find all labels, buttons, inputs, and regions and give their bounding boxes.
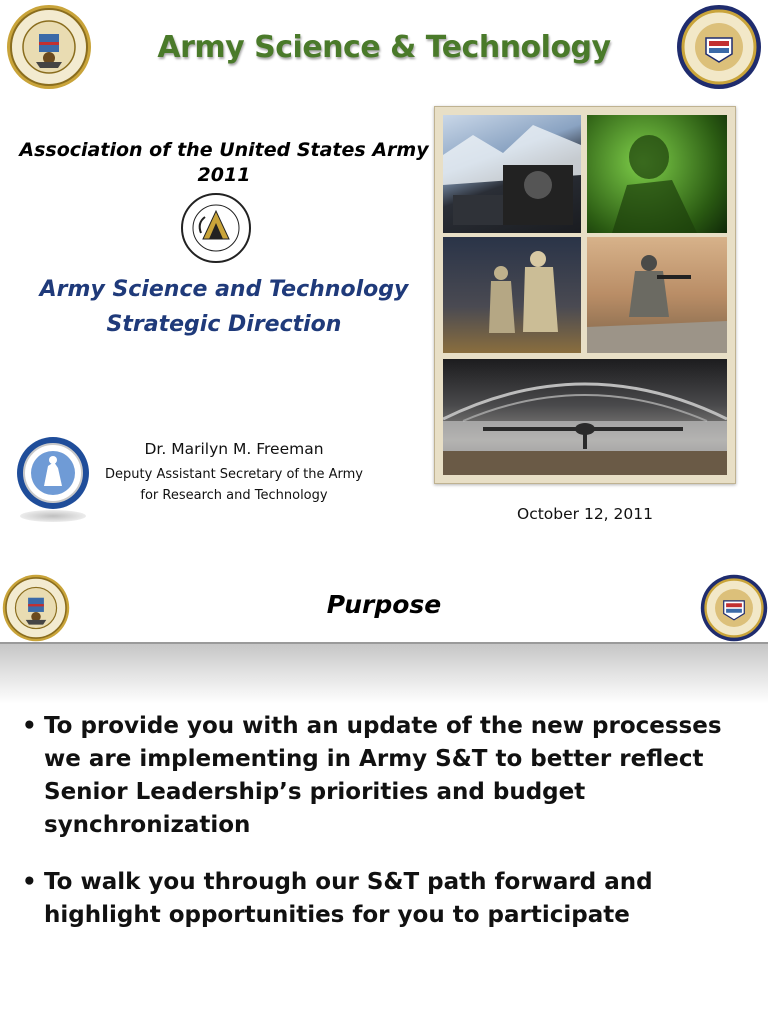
purpose-bullet-list (22, 710, 752, 956)
presenter-role-line-2: for Research and Technology (140, 488, 328, 503)
bullet-dot-icon: • (22, 713, 37, 739)
ausa-line-2: 2011 (197, 164, 251, 186)
presenter-name: Dr. Marilyn M. Freeman (144, 440, 324, 458)
ausa-line-1: Association of the United States Army (19, 139, 429, 161)
main-title: Army Science & Technology (157, 30, 611, 65)
drone-hangar-photo (443, 359, 727, 475)
photo-collage (434, 106, 736, 484)
header-band (0, 642, 768, 704)
bullet-text: To walk you through our S&T path forward and highlight opportunities for you to participate (44, 869, 653, 928)
strategic-line-1: Army Science and Technology (39, 277, 409, 302)
soldiers-at-dusk-photo (443, 237, 581, 353)
presentation-date: October 12, 2011 (517, 505, 653, 523)
helicopter-cockpit-photo (443, 115, 581, 233)
presenter-role-line-1: Deputy Assistant Secretary of the Army (105, 467, 363, 482)
ausa-logo-icon (181, 193, 251, 263)
night-vision-soldier-photo (587, 115, 727, 233)
bullet-text: To provide you with an update of the new processes we are implementing in Army S&T to better reflect Senior Leadership’s priorities and budget synchronization (44, 713, 722, 838)
presenter-role (96, 464, 372, 506)
strategic-line-2: Strategic Direction (106, 312, 342, 337)
desert-soldier-photo (587, 237, 727, 353)
bullet-item (22, 866, 752, 932)
dasa-rt-seal-icon (16, 436, 90, 510)
bullet-item (22, 710, 752, 842)
seal-shadow (20, 510, 86, 522)
purpose-title: Purpose (326, 590, 442, 619)
purpose-slide (0, 570, 768, 1024)
strategic-direction-heading (14, 272, 434, 342)
ausa-heading (14, 138, 434, 188)
bullet-dot-icon: • (22, 869, 37, 895)
